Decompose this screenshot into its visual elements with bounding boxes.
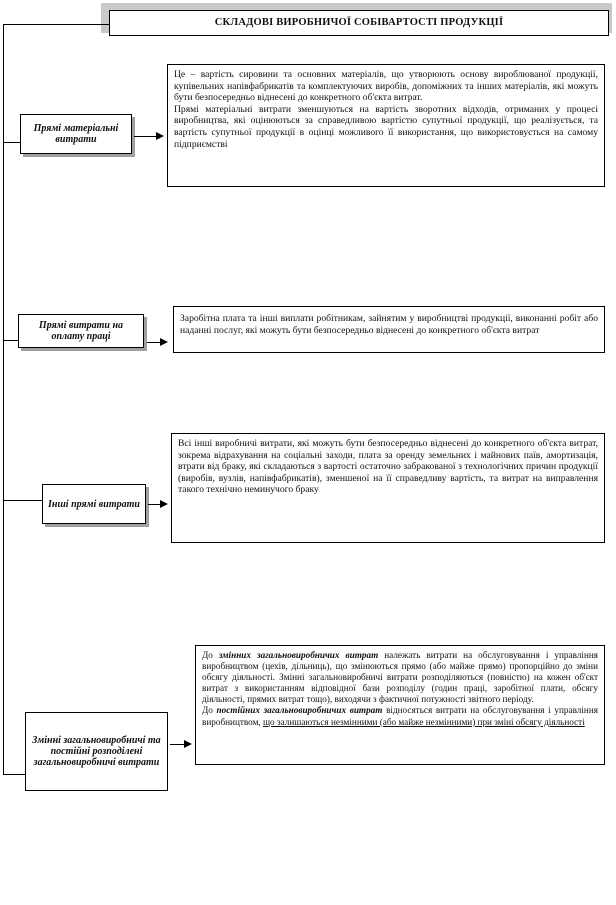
arrow-line-1 <box>134 136 156 137</box>
arrow-head-4 <box>184 740 192 748</box>
description-paragraph-fixed <box>202 705 598 727</box>
term-variable-overheads: змінних загальновиробничих витрат <box>218 650 379 660</box>
text-fragment: відносяться витрати на обслуговування і управління виробництвом, <box>202 705 598 727</box>
branch-line-2 <box>3 340 18 341</box>
category-label: Змінні загальновиробничі та постійні розподілені загальновиробничі витрати <box>32 735 161 768</box>
arrow-head-1 <box>156 132 164 140</box>
trunk-top-connector <box>3 24 109 25</box>
arrow-head-2 <box>160 338 168 346</box>
description-paragraph: Прямі матеріальні витрати зменшуються на вартість зворотних відходів, отриманих у процесі виробництва, які оцінюються за справедливою вартістю супутньої продукції, що реалізується, та вартість супутньої продукції в оцінці можливого її використання, що використовується на самому підприємстві <box>174 103 598 150</box>
underlined-fragment: що залишаються незмінними (або майже незмінними) при зміні обсягу діяльності <box>262 716 585 727</box>
text-fragment: належать витрати на обслуговування і управління виробництвом (цехів, дільниць), що змінюються прямо (або майже прямо) пропорційно до зміни обсягу діяльності. Змінні загальновиробничі витрати розподіляються (повністю) на кожен об'єкт витрат з використанням відповідної бази розподілу (годин праці, заробітної плати, обсягу діяльності, прямих витрат тощо), виходячи з фактичної потужності звітного періоду. <box>202 650 598 705</box>
description-direct-materials <box>167 64 605 187</box>
arrow-line-4 <box>170 744 184 745</box>
text-fragment: До <box>202 650 219 660</box>
category-overheads <box>25 712 168 791</box>
category-label: Інші прямі витрати <box>48 498 140 510</box>
category-label: Прямі витрати на оплату праці <box>38 320 124 342</box>
diagram-title: СКЛАДОВІ ВИРОБНИЧОЇ СОБІВАРТОСТІ ПРОДУКЦІЇ <box>109 10 609 36</box>
branch-line-4 <box>3 774 25 775</box>
description-overheads <box>195 645 605 765</box>
category-direct-labor <box>18 314 144 348</box>
description-paragraph: Це – вартість сировини та основних матеріалів, що утворюють основу вироблюваної продукції, купівельних напівфабрикатів та комплектуючих виробів, допоміжних та інших матеріалів, які можуть бути безпосередньо віднесені до конкретного об'єкта витрат. <box>174 69 598 104</box>
left-trunk-line <box>3 24 4 775</box>
category-label: Прямі матеріальні витрати <box>33 123 119 145</box>
branch-line-3 <box>3 500 42 501</box>
description-other-direct <box>171 433 605 543</box>
description-paragraph: Заробітна плата та інші виплати робітникам, зайнятим у виробництві продукції, виконанні робіт або наданні послуг, які можуть бути безпосередньо віднесені до конкретного об'єкта витрат <box>180 313 598 336</box>
category-direct-materials <box>20 114 132 154</box>
category-other-direct <box>42 484 146 524</box>
description-paragraph: Всі інші виробничі витрати, які можуть бути безпосередньо віднесені до конкретного об'єкта витрат, зокрема відрахування на соціальні заходи, плата за оренду земельних і майнових паїв, амортизація, втрати від браку, які складаються з вартості остаточно забракованої з технологічних причин продукції (виробів, вузлів, напівфабрикатів), зменшеної на її справедливу вартість, та витрат на виправлення такого технічно неминучого браку <box>178 438 598 496</box>
description-direct-labor <box>173 306 605 353</box>
text-fragment: До <box>202 705 217 716</box>
arrow-head-3 <box>160 500 168 508</box>
term-fixed-overheads: постійних загальновиробничих витрат <box>216 705 383 716</box>
description-paragraph-variable <box>202 650 598 705</box>
arrow-line-2 <box>147 342 160 343</box>
arrow-line-3 <box>148 504 160 505</box>
branch-line-1 <box>3 142 20 143</box>
